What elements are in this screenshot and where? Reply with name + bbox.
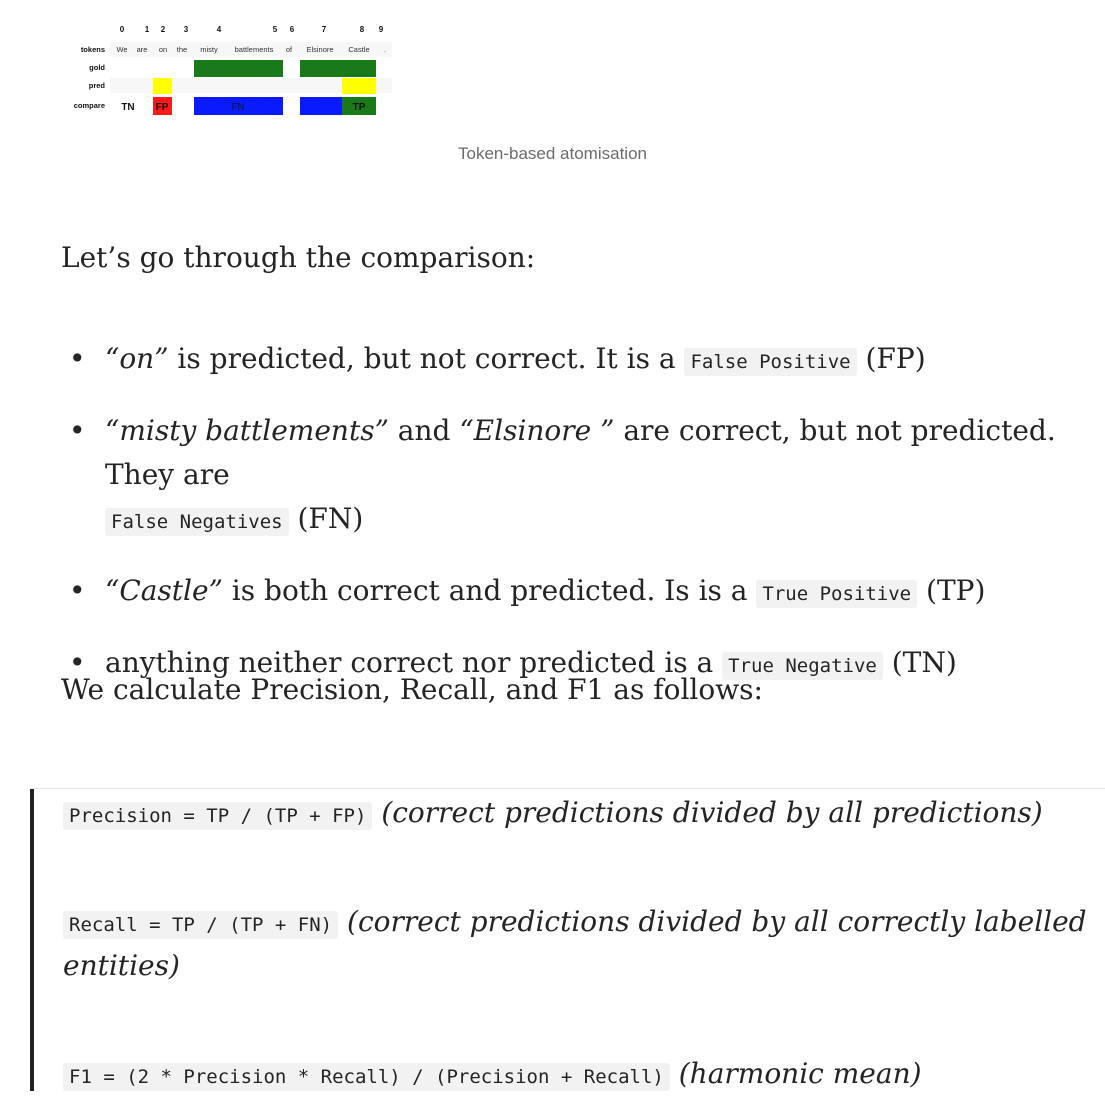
bullet-text: is predicted, but not correct. It is a <box>168 342 685 375</box>
index-label: 7 <box>321 25 327 34</box>
quoted-token: “misty battlements” <box>105 414 389 447</box>
inline-code: False Negatives <box>105 508 289 536</box>
f1-code: F1 = (2 * Precision * Recall) / (Precision + Recall) <box>63 1063 670 1091</box>
bullet-tail: (FP) <box>856 342 926 375</box>
compare-label-tn: TN <box>121 102 135 113</box>
formula-blockquote <box>30 788 1105 1091</box>
row-label-compare: compare <box>73 101 105 110</box>
token-cell: . <box>383 45 387 54</box>
quoted-token: “Elsinore ” <box>459 414 615 447</box>
inline-code: True Positive <box>756 580 917 608</box>
bullet-dot: • <box>69 342 86 375</box>
gold-span-elsinore-castle <box>300 60 376 77</box>
token-comparison-table <box>60 18 396 120</box>
list-item <box>60 337 1100 384</box>
list-item <box>60 409 1100 544</box>
compare-label-fp: FP <box>155 102 169 113</box>
token-cell: battlements <box>234 45 274 54</box>
compare-label-fn: FN <box>231 102 245 113</box>
bullet-text: anything neither correct nor predicted is a <box>105 646 723 679</box>
token-cell: on <box>158 45 168 54</box>
bullet-tail: (FN) <box>288 502 364 535</box>
blockquote-bar <box>30 789 34 1091</box>
quoted-token: “on” <box>105 342 169 375</box>
compare-label-tp: TP <box>352 102 366 113</box>
figure-caption: Token-based atomisation <box>457 144 647 163</box>
recall-formula <box>63 900 1087 947</box>
inline-code: False Positive <box>684 348 856 376</box>
row-label-tokens: tokens <box>80 45 105 54</box>
calc-intro-paragraph: We calculate Precision, Recall, and F1 as follows: <box>61 673 763 706</box>
bullet-dot: • <box>69 414 86 447</box>
comparison-list <box>60 337 1100 713</box>
pred-span-on <box>153 78 172 94</box>
token-cell: misty <box>200 45 218 54</box>
token-cell: of <box>285 45 293 54</box>
pred-span-castle <box>342 78 376 94</box>
index-label: 9 <box>378 25 384 34</box>
row-label-gold: gold <box>89 63 105 72</box>
bullet-dot: • <box>69 574 86 607</box>
token-cell: Castle <box>348 45 370 54</box>
gold-span-misty-battlements <box>194 60 283 77</box>
index-label: 5 <box>272 25 278 34</box>
recall-note-continued: entities) <box>63 949 180 982</box>
row-label-pred: pred <box>88 81 105 90</box>
precision-formula <box>63 791 1043 838</box>
index-label: 2 <box>160 25 166 34</box>
index-label: 8 <box>359 25 365 34</box>
bullet-text: is both correct and predicted. Is is a <box>222 574 757 607</box>
token-cell: Elsinore <box>306 45 334 54</box>
f1-note: (harmonic mean) <box>678 1057 922 1090</box>
quoted-token: “Castle” <box>105 574 223 607</box>
inline-code: True Negative <box>722 652 883 680</box>
bullet-text: are correct, but not predicted. They are <box>105 414 1056 491</box>
f1-formula <box>63 1052 922 1099</box>
compare-fn-2 <box>300 97 342 115</box>
recall-code: Recall = TP / (TP + FN) <box>63 911 338 939</box>
index-label: 3 <box>183 25 189 34</box>
recall-formula-continued <box>63 944 180 988</box>
list-item <box>60 569 1100 616</box>
index-label: 6 <box>289 25 295 34</box>
bullet-tail: (TP) <box>917 574 986 607</box>
index-label: 1 <box>144 25 150 34</box>
precision-code: Precision = TP / (TP + FP) <box>63 802 372 830</box>
token-cell: We <box>116 45 128 54</box>
index-label: 0 <box>119 25 125 34</box>
bullet-tail: (TN) <box>882 646 957 679</box>
index-label: 4 <box>216 25 222 34</box>
precision-note: (correct predictions divided by all predictions) <box>381 796 1043 829</box>
bullet-text: and <box>388 414 460 447</box>
recall-note: (correct predictions divided by all correctly labelled <box>347 905 1087 938</box>
token-cell: are <box>136 45 148 54</box>
token-cell: the <box>176 45 188 54</box>
intro-paragraph: Let’s go through the comparison: <box>61 241 536 274</box>
token-comparison-figure <box>60 18 396 120</box>
bullet-dot: • <box>69 646 86 679</box>
